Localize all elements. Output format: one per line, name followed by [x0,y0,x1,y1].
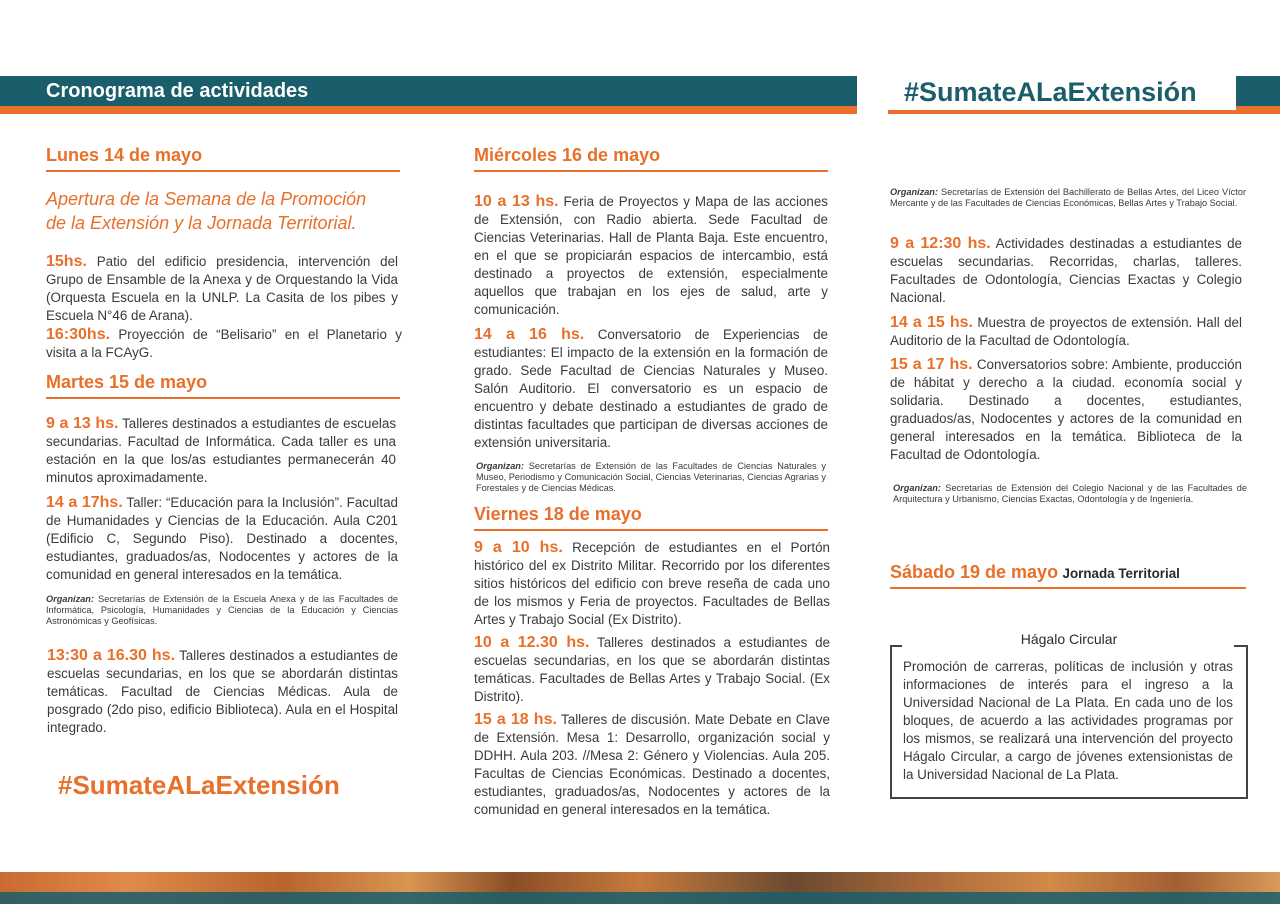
info-box-corner [890,645,902,647]
organizers-label: Organizan: [476,461,524,471]
organizers-miercoles-2 [890,187,1246,209]
day-rule [890,587,1246,589]
intro-line-1: Apertura de la Semana de la Promoción [46,189,367,209]
organizers-text: Secretarías de Extensión de la Escuela Anexa y de las Facultades de Informática, Psicología, Humanidades y Ciencias de la Educación y Ciencias Astronómicas y Geofísicas. [46,594,398,626]
header-accent-bar [0,106,857,114]
day-heading-suffix: Jornada Territorial [1062,566,1180,581]
event-time: 14 a 16 hs. [474,326,585,343]
event-time: 15 a 17 hs. [890,356,973,373]
info-box-corner [1234,645,1246,647]
day-rule [474,529,828,531]
header-bar-right [1236,76,1280,106]
event-martes-3 [47,647,398,737]
event-text: Talleres destinados a estudiantes de escuelas secundarias, en los que se abordarán distintas temáticas. Facultad de Ciencias Médicas. Aula de posgrado (2do piso, edificio Biblioteca). Aula en el Hospital integrado. [47,648,398,735]
organizers-label: Organizan: [893,483,941,493]
event-time: 10 a 13 hs. [474,193,559,210]
footer-bar [0,892,1280,904]
event-miercoles-2 [474,326,828,452]
event-c3-2 [890,314,1242,350]
event-text: Talleres destinados a estudiantes de escuelas secundarias. Facultad de Informática. Cada taller es una estación en la que los/as estudiantes permanecerán 40 minutos aproximadamente. [46,416,397,485]
event-time: 9 a 12:30 hs. [890,235,991,252]
organizers-label: Organizan: [46,594,94,604]
event-text: Talleres destinados a estudiantes de escuelas secundarias, en los que se abordarán distintas temáticas. Facultades de Bellas Artes y Trabajo Social. (Ex Distrito). [474,635,830,704]
event-time: 14 a 17hs. [46,494,123,511]
day-heading-martes: Martes 15 de mayo [46,372,208,392]
event-text: Patio del edificio presidencia, intervención del Grupo de Ensamble de la Anexa y de Orquestando la Vida (Orquesta Escuela en la UNLP. La Casita de los pibes y Escuela N°46 de Arana). [46,254,398,323]
event-text: Taller: “Educación para la Inclusión”. Facultad de Humanidades y Ciencias de la Educación. Aula C201 (Edificio C, Segundo Piso). Destinado a docentes, estudiantes, graduados/as, Nodocentes y actores de la comunidad en general interesados en la temática. [46,495,399,582]
event-time: 16:30hs. [46,326,111,343]
event-lunes-1 [46,253,398,325]
event-viernes-1 [474,539,830,629]
event-text: Proyección de “Belisario” en el Planetario y visita a la FCAyG. [46,327,402,360]
event-time: 9 a 13 hs. [46,415,119,432]
event-martes-2 [46,494,398,584]
event-text: Muestra de proyectos de extensión. Hall del Auditorio de la Facultad de Odontología. [890,315,1242,348]
organizers-text: Secretarías de Extensión del Bachillerato de Bellas Artes, del Liceo Víctor Mercante y de las Facultades de Ciencias Económicas, Bellas Artes y Trabajo Social. [890,187,1246,208]
event-time: 10 a 12.30 hs. [474,634,590,651]
event-martes-1 [46,415,396,487]
organizers-text: Secretarías de Extensión de las Facultades de Ciencias Naturales y Museo, Periodismo y Comunicación Social, Ciencias Veterinarias, Ciencias Agrarias y Forestales y de Ciencias Médicas. [476,461,826,493]
event-time: 9 a 10 hs. [474,539,563,556]
event-time: 14 a 15 hs. [890,314,973,331]
day-heading-sabado: Sábado 19 de mayo [890,562,1059,582]
event-text: Conversatorios sobre: Ambiente, producción de hábitat y derecho a la ciudad. economía social y solidaria. Destinado a docentes, estudiantes, graduados/as, Nodocentes y actores de la comunidad en general interesados en la temática. Biblioteca de la Facultad de Odontología. [890,357,1242,462]
event-text: Recepción de estudiantes en el Portón histórico del ex Distrito Militar. Recorrido por los diferentes sitios históricos del edificio con breve reseña de cada uno de los mismos y Feria de proyectos. Facultades de Bellas Artes y Trabajo Social (Ex Distrito). [474,540,830,627]
day-heading-lunes: Lunes 14 de mayo [46,145,203,165]
event-time: 15hs. [46,253,87,270]
day-heading-viernes: Viernes 18 de mayo [474,504,642,524]
intro-line-2: de la Extensión y la Jornada Territorial. [46,213,357,233]
day-rule [46,170,400,172]
organizers-martes [46,594,398,627]
event-viernes-2 [474,634,830,706]
info-box-text: Promoción de carreras, políticas de inclusión y otras informaciones de interés para el ingreso a la Universidad Nacional de La Plata. En cada uno de los bloques, de acuerdo a las actividades programas por los mismos, se realizará una intervención del proyecto Hágalo Circular, a cargo de jóvenes extensionistas de la Universidad Nacional de La Plata. [903,659,1233,782]
event-viernes-3 [474,711,830,819]
event-c3-1 [890,235,1242,307]
day-rule [474,170,828,172]
organizers-miercoles [476,461,826,494]
event-text: Conversatorio de Experiencias de estudiantes: El impacto de la extensión en la formación de grado. Sede Facultad de Ciencias Naturales y Museo. Salón Auditorio. El conversatorio es un espacio de encuentro y debate destinado a estudiantes de grado de distintas facultades que participan de diversas acciones de extensión universitaria. [474,327,828,450]
event-text: Feria de Proyectos y Mapa de las acciones de Extensión, con Radio abierta. Sede Facultad de Ciencias Veterinarias. Hall de Planta Baja. Este encuentro, en el que se propiciarán espacios de intercambio, está destinado a proyectos de extensión, especialmente aquellos que trabajan en los ejes de salud, arte y comunicación. [474,194,828,317]
event-time: 15 a 18 hs. [474,711,557,728]
header-hashtag-box [888,74,1236,114]
footer-hashtag: #SumateALaExtensión [58,770,340,800]
header-hashtag: #SumateALaExtensión [904,77,1197,107]
event-c3-3 [890,356,1242,464]
organizers-label: Organizan: [890,187,938,197]
organizers-text: Secretarías de Extensión del Colegio Nacional y de las Facultades de Arquitectura y Urbanismo, Ciencias Exactas, Odontología y de Ingeniería. [893,483,1247,504]
header-accent-bar-right [1236,106,1280,114]
day-heading-miercoles: Miércoles 16 de mayo [474,145,661,165]
event-lunes-2 [46,326,402,362]
organizers-c3-2 [893,483,1247,505]
info-box-title: Hágalo Circular [1020,631,1118,647]
event-text: Actividades destinadas a estudiantes de escuelas secundarias. Recorridas, charlas, talleres. Facultades de Odontología, Ciencias Exactas y Colegio Nacional. [890,236,1242,305]
event-time: 13:30 a 16.30 hs. [47,647,176,664]
event-text: Talleres de discusión. Mate Debate en Clave de Extensión. Mesa 1: Desarrollo, organización social y DDHH. Aula 203. //Mesa 2: Género y Violencias. Aula 205. Facultas de Ciencias Económicas. Destinado a docentes, estudiantes, graduados/as, Nodocentes y actores de la comunidad en general interesados en la temática. [474,712,830,817]
page-title: Cronograma de actividades [46,80,309,102]
day-rule [46,397,400,399]
event-miercoles-1 [474,193,828,319]
day-heading-sabado-wrap [890,562,1180,583]
